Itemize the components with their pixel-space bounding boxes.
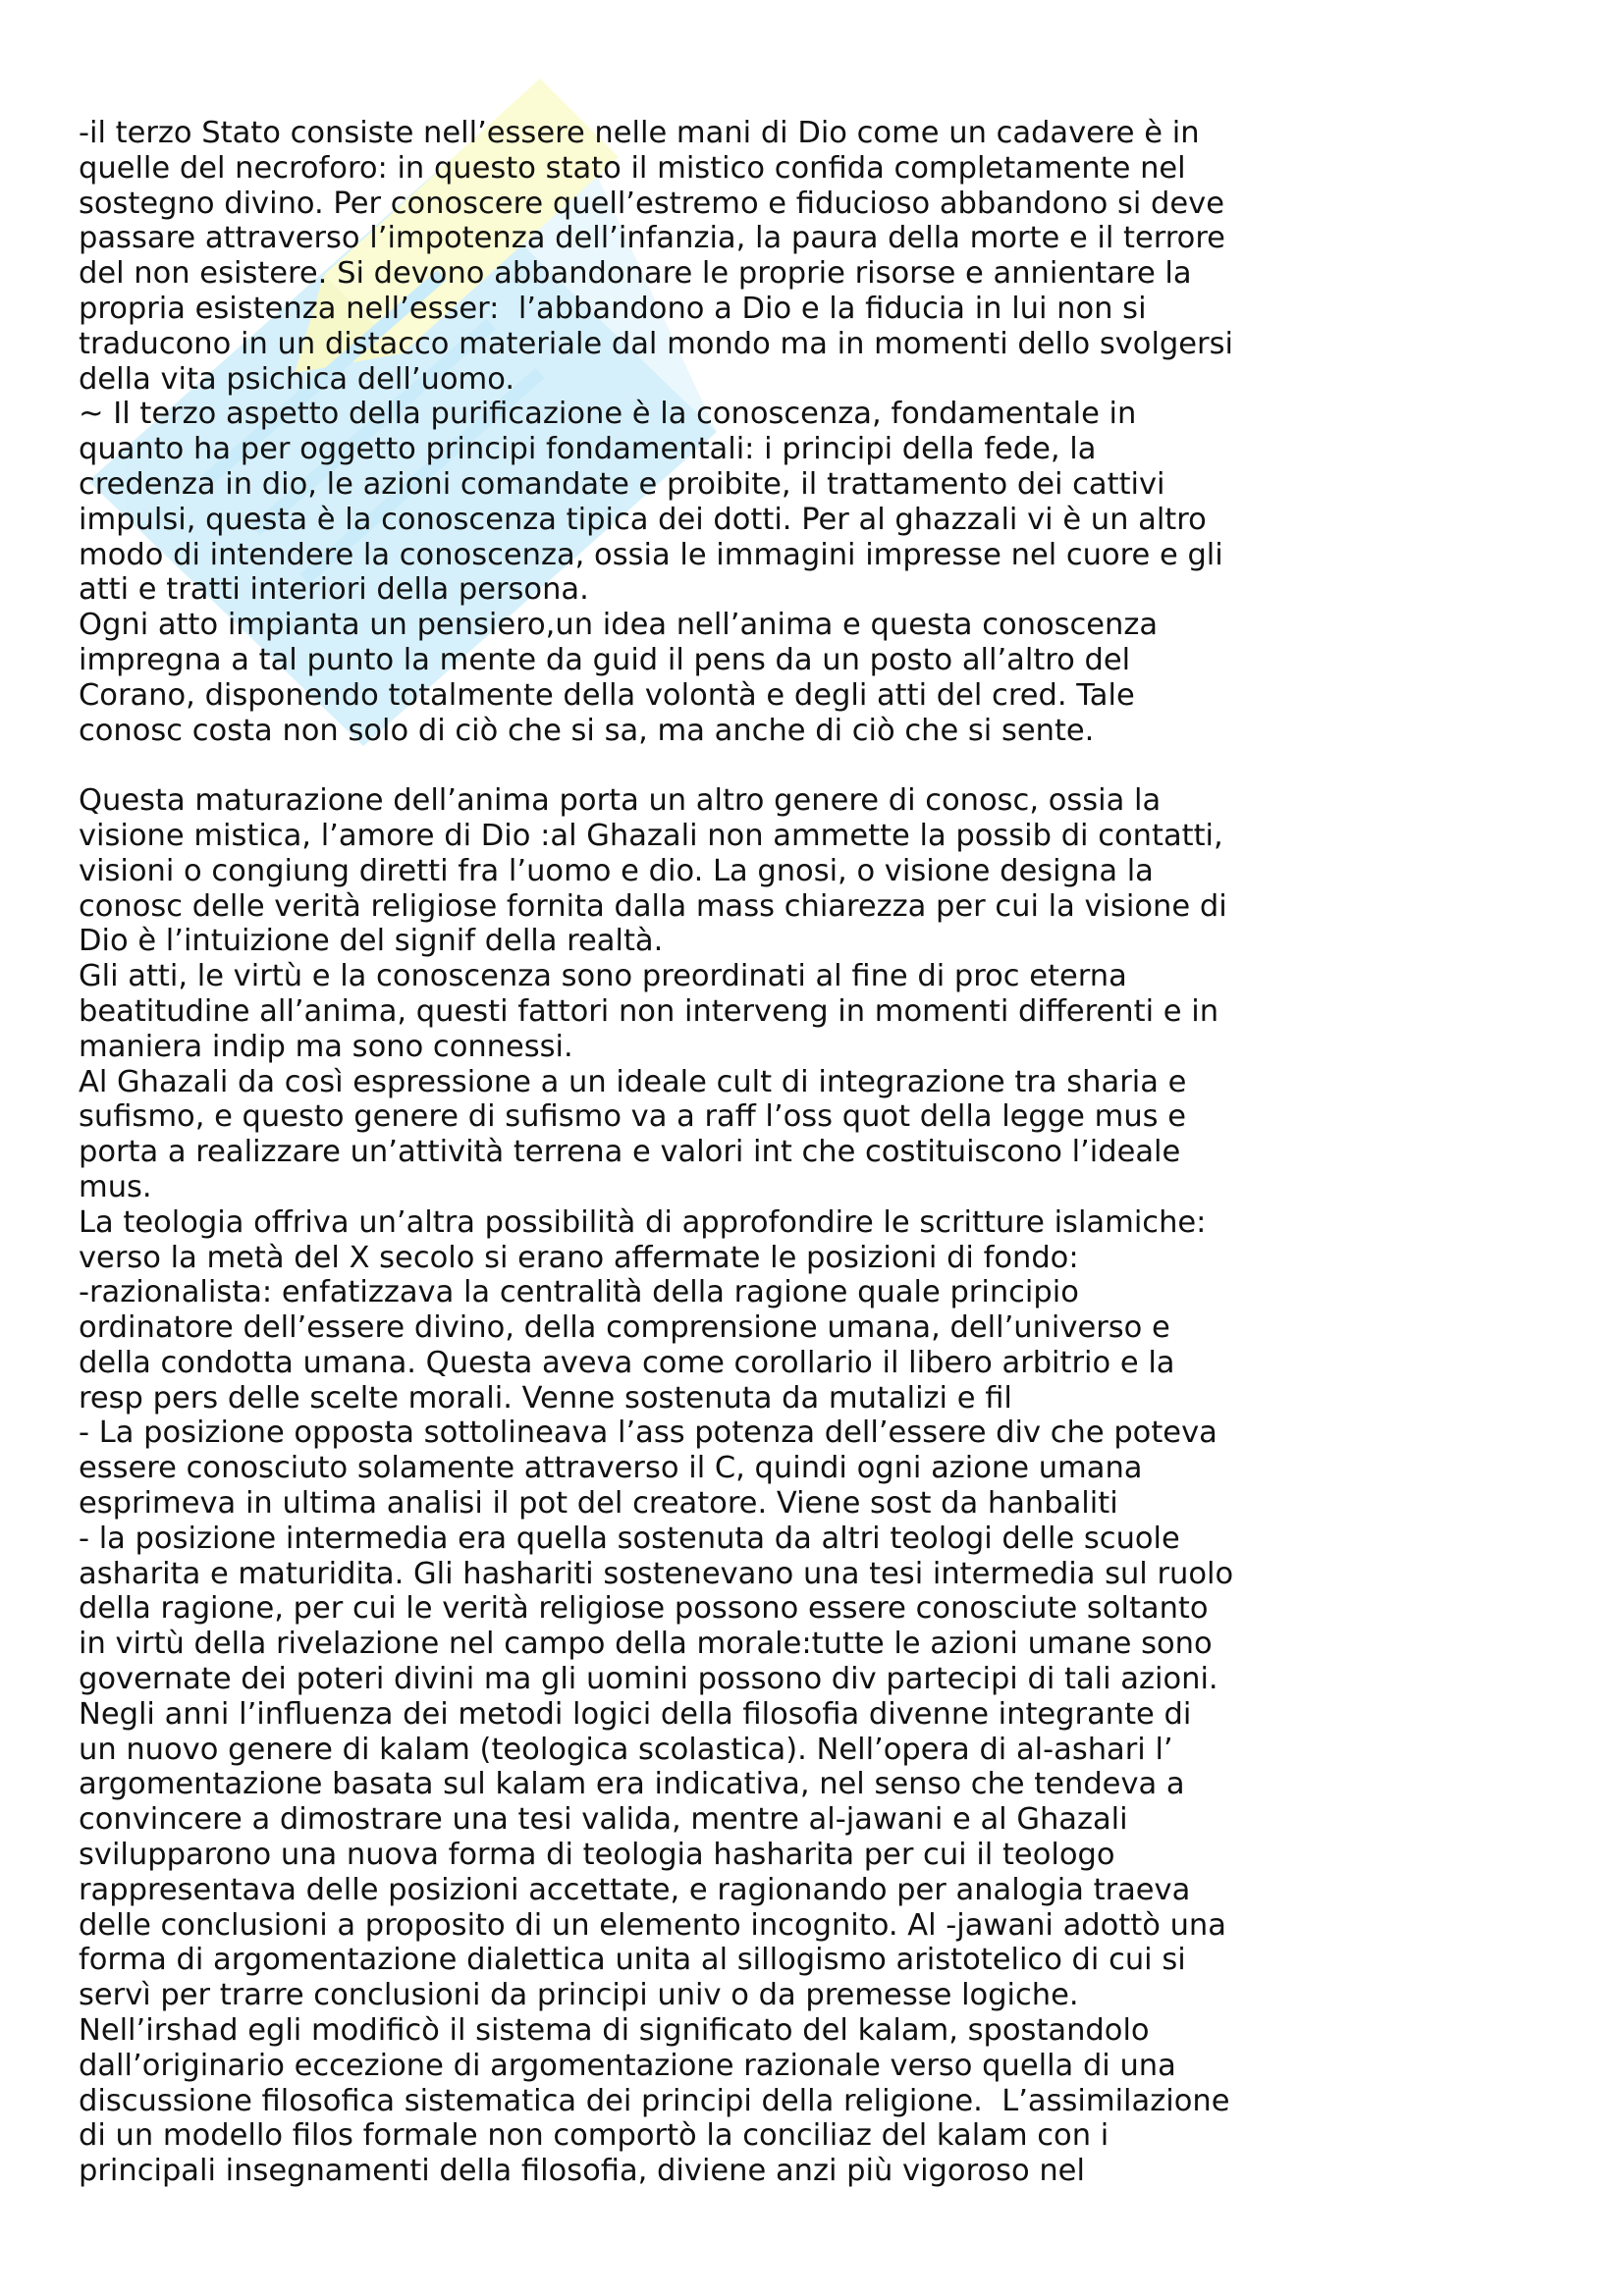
text-line: forma di argomentazione dialettica unita al sillogismo aristotelico di cui si: [79, 1943, 1186, 1978]
text-line: conosc delle verità religiose fornita dalla mass chiarezza per cui la visione di: [79, 888, 1227, 924]
text-line: modo di intendere la conoscenza, ossia le immagini impresse nel cuore e gli: [79, 537, 1223, 572]
text-line: - la posizione intermedia era quella sostenuta da altri teologi delle scuole: [79, 1521, 1180, 1556]
text-line: passare attraverso l’impotenza dell’infanzia, la paura della morte e il terrore: [79, 221, 1225, 256]
text-line: - La posizione opposta sottolineava l’ass potenza dell’essere div che poteva: [79, 1415, 1217, 1451]
text-line: quelle del necroforo: in questo stato il mistico confida completamente nel: [79, 150, 1186, 186]
text-line: visioni o congiung diretti fra l’uomo e dio. La gnosi, o visione designa la: [79, 853, 1154, 888]
text-line: di un modello filos formale non comportò la conciliaz del kalam con i: [79, 2118, 1109, 2154]
text-line: Corano, disponendo totalmente della volontà e degli atti del cred. Tale: [79, 677, 1135, 713]
text-line: -razionalista: enfatizzava la centralità della ragione quale principio: [79, 1275, 1079, 1310]
text-line: conosc costa non solo di ciò che si sa, ma anche di ciò che si sente.: [79, 713, 1095, 748]
text-line: La teologia offriva un’altra possibilità di approfondire le scritture islamiche:: [79, 1204, 1207, 1240]
text-line: ~ Il terzo aspetto della purificazione è la conoscenza, fondamentale in: [79, 397, 1137, 432]
text-line: resp pers delle scelte morali. Venne sostenuta da mutalizi e fil: [79, 1380, 1012, 1415]
text-line: visione mistica, l’amore di Dio :al Ghazali non ammette la possib di contatti,: [79, 818, 1223, 853]
text-line: quanto ha per oggetto principi fondamentali: i principi della fede, la: [79, 432, 1097, 467]
text-line: in virtù della rivelazione nel campo della morale:tutte le azioni umane sono: [79, 1627, 1213, 1662]
text-line: rappresentava delle posizioni accettate, e ragionando per analogia traeva: [79, 1872, 1191, 1907]
text-line: Dio è l’intuizione del signif della realtà.: [79, 924, 664, 959]
text-line: della ragione, per cui le verità religiose possono essere conosciute soltanto: [79, 1591, 1209, 1627]
text-line: mus.: [79, 1169, 152, 1204]
text-line: del non esistere. Si devono abbandonare le proprie risorse e annientare la: [79, 256, 1192, 292]
text-line: discussione filosofica sistematica dei principi della religione. L’assimilazione: [79, 2083, 1230, 2118]
text-line: argomentazione basata sul kalam era indicativa, nel senso che tendeva a: [79, 1767, 1185, 1802]
text-line: esprimeva in ultima analisi il pot del creatore. Viene sost da hanbaliti: [79, 1486, 1118, 1522]
text-line: delle conclusioni a proposito di un elemento incognito. Al -jawani adottò una: [79, 1907, 1226, 1943]
text-line: -il terzo Stato consiste nell’essere nelle mani di Dio come un cadavere è in: [79, 116, 1200, 150]
text-line: Nell’irshad egli modificò il sistema di significato del kalam, spostandolo: [79, 2013, 1150, 2049]
text-line: della vita psichica dell’uomo.: [79, 361, 515, 397]
text-line: servì per trarre conclusioni da principi univ o da premesse logiche.: [79, 1978, 1079, 2013]
text-line: beatitudine all’anima, questi fattori non interveng in momenti differenti e in: [79, 993, 1219, 1029]
text-line: della condotta umana. Questa aveva come corollario il libero arbitrio e la: [79, 1345, 1175, 1380]
text-line: Al Ghazali da così espressione a un ideale cult di integrazione tra sharia e: [79, 1064, 1187, 1099]
text-line: ordinatore dell’essere divino, della comprensione umana, dell’universo e: [79, 1310, 1170, 1346]
text-line: Gli atti, le virtù e la conoscenza sono preordinati al fine di proc eterna: [79, 959, 1127, 994]
text-line: principali insegnamenti della filosofia, diviene anzi più vigoroso nel: [79, 2154, 1085, 2189]
text-line: Ogni atto impianta un pensiero,un idea nell’anima e questa conoscenza: [79, 608, 1159, 643]
text-line: [79, 748, 1551, 783]
text-line: asharita e maturidita. Gli hashariti sostenevano una tesi intermedia sul ruolo: [79, 1556, 1234, 1591]
text-line: svilupparono una nuova forma di teologia hasharita per cui il teologo: [79, 1838, 1115, 1873]
text-line: impulsi, questa è la conoscenza tipica dei dotti. Per al ghazzali vi è un altro: [79, 502, 1207, 537]
text-line: sufismo, e questo genere di sufismo va a raff l’oss quot della legge mus e: [79, 1099, 1187, 1135]
text-line: governate dei poteri divini ma gli uomini possono div partecipi di tali azioni.: [79, 1662, 1218, 1697]
document-body: [79, 116, 1551, 2189]
text-line: maniera indip ma sono connessi.: [79, 1029, 573, 1064]
text-line: convincere a dimostrare una tesi valida, mentre al-jawani e al Ghazali: [79, 1802, 1128, 1838]
text-line: dall’originario eccezione di argomentazione razionale verso quella di una: [79, 2048, 1176, 2083]
text-line: impregna a tal punto la mente da guid il pens da un posto all’altro del: [79, 642, 1131, 677]
text-line: essere conosciuto solamente attraverso il C, quindi ogni azione umana: [79, 1451, 1143, 1486]
text-line: atti e tratti interiori della persona.: [79, 572, 589, 608]
text-line: Questa maturazione dell’anima porta un altro genere di conosc, ossia la: [79, 783, 1162, 819]
text-line: verso la metà del X secolo si erano affermate le posizioni di fondo:: [79, 1240, 1079, 1275]
text-line: sostegno divino. Per conoscere quell’estremo e fiducioso abbandono si deve: [79, 186, 1224, 221]
text-line: propria esistenza nell’esser: l’abbandono a Dio e la fiducia in lui non si: [79, 291, 1147, 326]
text-line: porta a realizzare un’attività terrena e valori int che costituiscono l’ideale: [79, 1135, 1181, 1170]
text-line: credenza in dio, le azioni comandate e proibite, il trattamento dei cattivi: [79, 466, 1165, 502]
text-line: Negli anni l’influenza dei metodi logici della filosofia divenne integrante di: [79, 1696, 1192, 1732]
text-line: traducono in un distacco materiale dal mondo ma in momenti dello svolgersi: [79, 326, 1233, 361]
text-line: un nuovo genere di kalam (teologica scolastica). Nell’opera di al-ashari l’: [79, 1732, 1173, 1767]
